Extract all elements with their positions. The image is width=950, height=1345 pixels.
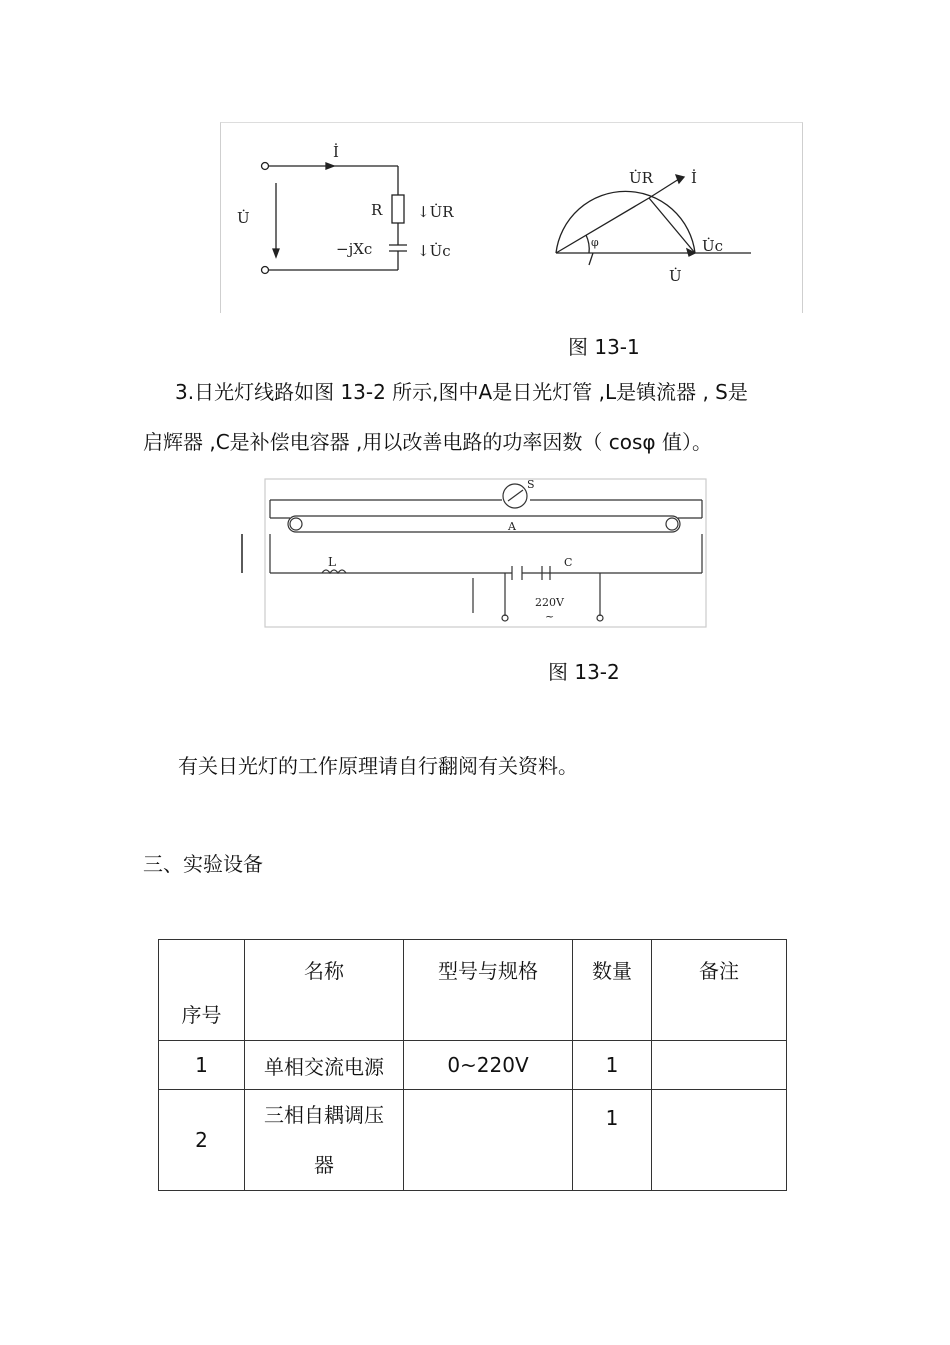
ur-label: ↓U̇R: [417, 203, 454, 221]
paragraph-fluorescent-circuit-line2: 启辉器 ,C是补偿电容器 ,用以改善电路的功率因数（ cosφ 值）。: [143, 430, 712, 454]
header-model: 型号与规格: [404, 940, 573, 1041]
paragraph-reference-note: 有关日光灯的工作原理请自行翻阅有关资料。: [178, 754, 578, 778]
figure-13-2-caption: 图 13-2: [548, 660, 620, 684]
figure-13-2: [240, 478, 710, 630]
phi-label: φ: [591, 236, 599, 249]
row-note: [652, 1090, 787, 1191]
supply-voltage-label: 220V: [535, 596, 564, 609]
header-qty: 数量: [573, 940, 652, 1041]
row-model: [404, 1090, 573, 1191]
header-index: 序号: [159, 940, 245, 1041]
row-name: 单相交流电源: [245, 1041, 404, 1090]
starter-label: S: [527, 478, 535, 491]
equipment-table: [158, 939, 787, 1191]
figure-13-1: [220, 122, 803, 313]
phasor-ur-label: U̇R: [629, 169, 653, 187]
table-header-row: [159, 940, 787, 1041]
figure-13-2-svg: [240, 478, 710, 630]
paragraph-fluorescent-circuit-line1: 3.日光灯线路如图 13-2 所示,图中A是日光灯管 ,L是镇流器 , S是: [175, 380, 748, 404]
section-heading-equipment: 三、实验设备: [143, 852, 263, 876]
row-index: 2: [159, 1090, 245, 1191]
header-name: 名称: [245, 940, 404, 1041]
row-qty: 1: [573, 1041, 652, 1090]
uc-label: ↓U̇c: [417, 242, 451, 260]
row-index: 1: [159, 1041, 245, 1090]
current-label: İ: [333, 143, 339, 161]
table-row: [159, 1090, 787, 1191]
row-name: [245, 1090, 404, 1191]
phasor-i-label: İ: [691, 169, 697, 187]
phasor-uc-label: U̇c: [702, 237, 724, 255]
resistor-label: R: [371, 201, 383, 219]
row-note: [652, 1041, 787, 1090]
header-note: 备注: [652, 940, 787, 1041]
row-model: 0~220V: [404, 1041, 573, 1090]
figure-13-1-caption: 图 13-1: [568, 335, 640, 359]
row-name-line2: 器: [314, 1153, 334, 1177]
figure-13-1-svg: [221, 123, 802, 313]
tube-label: A: [508, 520, 516, 533]
ballast-label: L: [328, 555, 336, 569]
capacitor-label: C: [564, 556, 573, 569]
row-name-line1: 三相自耦调压: [264, 1103, 384, 1127]
rc-series-circuit: [262, 163, 408, 274]
table-row: [159, 1041, 787, 1090]
row-qty: 1: [573, 1090, 652, 1191]
voltage-label: U̇: [237, 209, 250, 227]
phasor-u-label: U̇: [669, 267, 682, 285]
ac-symbol: ~: [545, 610, 555, 623]
reactance-label: −jXc: [336, 240, 373, 258]
